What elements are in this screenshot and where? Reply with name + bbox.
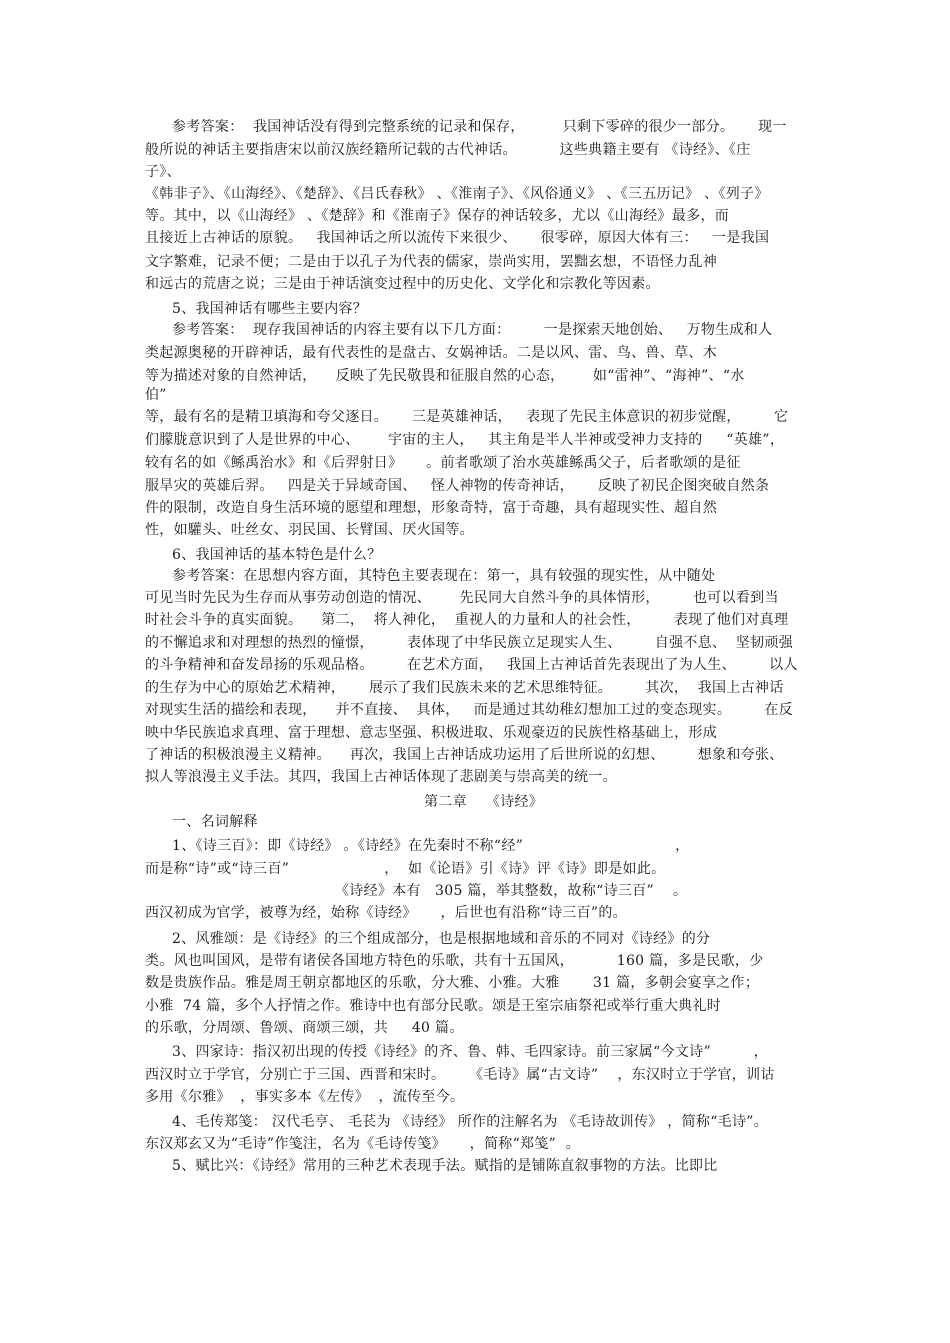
text-line: 的乐歌，分周颂、鲁颂、商颂三颂，共 40 篇。 [145,1020,464,1036]
text-line: 5、我国神话有哪些主要内容？ [172,301,368,317]
text-line: 等。其中，以《山海经》 、《楚辞》和《淮南子》保存的神话较多，尤以《山海经》最多，而 [145,208,730,224]
text-line: 对现实生活的描绘和表现， 并不直接、 具体， 而是通过其幼稚幻想加工过的变态现实。 在反 [145,702,793,718]
text-line: 们朦胧意识到了人是世界的中心、 宇宙的主人， 其主角是半人半神或受神力支持的 “英雄”， [145,432,785,448]
text-line: 的不懈追求和对理想的热烈的憧憬， 表体现了中华民族立足现实人生、 自强不息、 坚韧顽强 [145,635,793,651]
text-line: 5、赋比兴：《诗经》常用的三种艺术表现手法。赋指的是铺陈直叙事物的方法。比即比 [172,1158,718,1174]
text-line: 般所说的神话主要指唐宋以前汉族经籍所记载的古代神话。 这些典籍主要有 《诗经》、《庄 [145,142,751,158]
text-line: 的生存为中心的原始艺术精神， 展示了我们民族未来的艺术思维特征。 其次， 我国上古神话 [145,680,784,696]
text-line: 可见当时先民为生存而从事劳动创造的情况、 先民同大自然斗争的具体情形， 也可以看到当 [145,590,779,606]
text-line: 拟人等浪漫主义手法。其四，我国上古神话体现了悲剧美与崇高美的统一。 [145,769,617,785]
text-line: 6、我国神话的基本特色是什么？ [172,547,382,563]
text-line: 东汉郑玄又为“毛诗”作笺注，名为《毛诗传笺》 ，简称“郑笺” 。 [145,1136,580,1152]
text-line: 且接近上古神话的原貌。 我国神话之所以流传下来很少、 很零碎，原因大体有三： 一是我国 [145,230,770,246]
text-line: 小雅 74 篇，多个人抒情之作。雅诗中也有部分民歌。颂是王室宗庙祭祀或举行重大典礼时 [145,998,722,1014]
text-line: 了神话的积极浪漫主义精神。 再次，我国上古神话成功运用了后世所说的幻想、 想象和夸张、 [145,747,784,763]
text-line: 西汉时立于学官，分别亡于三国、西晋和宋时。 《毛诗》属“古文诗” ，东汉时立于学官，训诂 [145,1067,775,1083]
text-line: 一、名词解释 [172,814,258,830]
text-line: 参考答案： 我国神话没有得到完整系统的记录和保存， 只剩下零碎的很少一部分。 现一 [172,119,787,135]
text-line: 多用《尔雅》 ，事实多本《左传》 ，流传至今。 [145,1089,465,1105]
text-line: 4、毛传郑笺： 汉代毛亨、 毛苌为 《诗经》 所作的注解名为 《毛诗故训传》 ，简称“毛诗”。 [172,1114,769,1130]
chapter-title: 第二章 《诗经》 [424,794,544,810]
text-line: 2、风雅颂：是《诗经》的三个组成部分，也是根据地域和音乐的不同对《诗经》的分 [172,931,711,947]
text-line: 较有名的如《鲧禹治水》和《后羿射日》 。前者歌颂了治水英雄鲧禹父子，后者歌颂的是征 [145,455,741,471]
text-line: 件的限制，改造自身生活环境的愿望和理想，形象奇特，富于奇趣，具有超现实性、超自然 [145,500,717,516]
text-line: 性，如驩头、吐丝女、羽民国、长臂国、厌火国等。 [145,522,474,538]
text-line: 服旱灾的英雄后羿。 四是关于异域奇国、 怪人神物的传奇神话， 反映了初民企图突破自然条 [145,478,770,494]
text-line: 1、《诗三百》：即《诗经》 。《诗经》在先秦时不称“经” ， [172,838,690,854]
text-line: 数是贵族作品。雅是周王朝京都地区的乐歌，分大雅、小雅。大雅 31 篇，多朝会宴享之作； [145,975,760,991]
text-line: 而是称“诗”或“诗三百” ， 如《论语》引《诗》评《诗》即是如此。 [145,861,666,877]
text-line: 类起源奥秘的开辟神话，最有代表性的是盘古、女娲神话。二是以风、雷、鸟、兽、草、木 [145,345,717,361]
text-line: 参考答案：在思想内容方面，其特色主要表现在：第一，具有较强的现实性，从中随处 [172,568,716,584]
text-line: 文字繁难，记录不便；二是由于以孔子为代表的儒家，崇尚实用，罢黜玄想，不语怪力乱神 [145,254,717,270]
text-line: 3、四家诗：指汉初出现的传授《诗经》的齐、鲁、韩、毛四家诗。前三家属“今文诗” ， [172,1044,768,1060]
text-line: 参考答案： 现存我国神话的内容主要有以下几方面： 一是探索天地创始、 万物生成和人 [172,322,773,338]
text-line: 时社会斗争的真实面貌。 第二， 将人神化， 重视人的力量和人的社会性， 表现了他们对真理 [145,612,789,628]
text-line: 映中华民族追求真理、富于理想、意志坚强、积极进取、乐观豪迈的民族性格基础上，形成 [145,725,717,741]
text-line: 《韩非子》、《山海经》、《楚辞》、《吕氏春秋》 、《淮南子》、《风俗通义》 、《三五历记》 、《列子》 [145,186,769,202]
text-line: 子》、 [145,164,181,180]
text-line: 和远古的荒唐之说；三是由于神话演变过程中的历史化、文学化和宗教化等因素。 [145,276,660,292]
text-line: 等为描述对象的自然神话， 反映了先民敬畏和征服自然的心态， 如“雷神”、“海神”、“水 [145,368,745,384]
text-line: 西汉初成为官学，被尊为经，始称《诗经》 ，后世也有沿称“诗三百”的。 [145,905,627,921]
text-line: 《诗经》本有 305 篇，举其整数，故称“诗三百” 。 [145,883,688,899]
text-line: 类。风也叫国风，是带有诸侯各国地方特色的乐歌，共有十五国风， 160 篇，多是民歌，少 [145,953,764,969]
text-line: 的斗争精神和奋发昂扬的乐观品格。 在艺术方面， 我国上古神话首先表现出了为人生、 以人 [145,657,798,673]
text-line: 等，最有名的是精卫填海和夸父逐日。 三是英雄神话， 表现了先民主体意识的初步觉醒， 它 [145,409,789,425]
text-line: 伯” [145,387,167,403]
